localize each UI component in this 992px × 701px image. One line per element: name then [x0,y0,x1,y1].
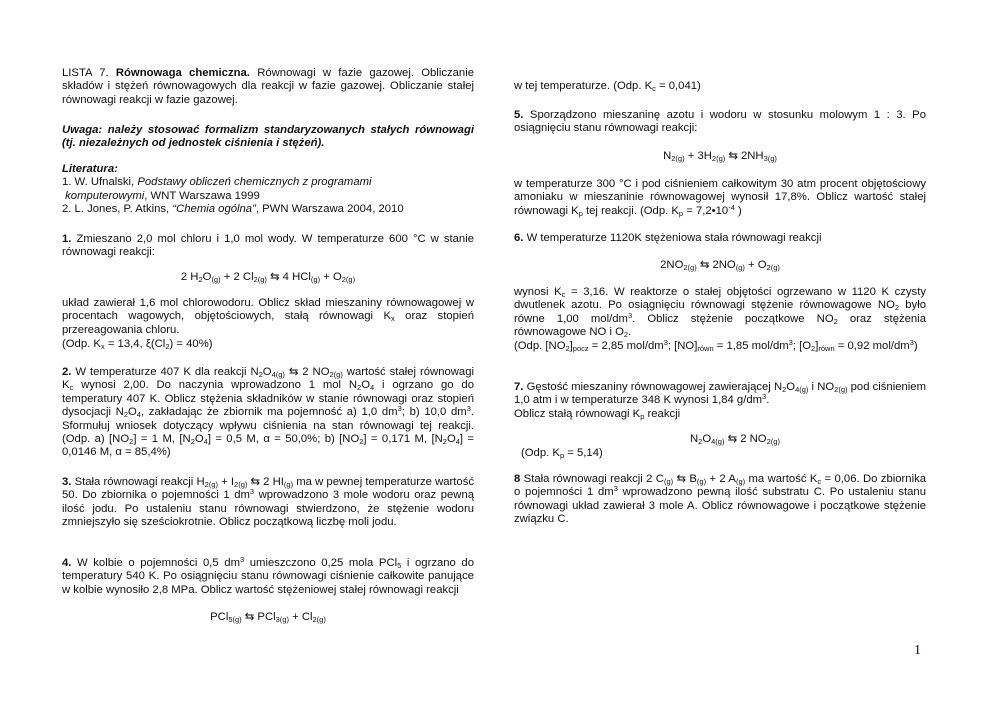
text-segment: tej reakcji. (Odp. K [582,204,679,217]
text-segment: ; [NO] [667,339,698,352]
problem-8 [514,473,926,527]
text-segment: (g) [211,275,221,284]
text-segment: 2NO [660,259,684,271]
text-segment: 2 [698,437,703,446]
text-segment: ; b) 10,0 dm [401,406,467,419]
problem-7-number: 7. [514,381,524,393]
text-segment: i NO [808,381,835,393]
text-segment: 2 [357,383,362,393]
text-segment: Stała równowagi reakcji H [74,476,205,488]
text-segment: + Cl [288,611,313,623]
text-segment: 2(g) [204,480,218,489]
text-segment: + 3H [684,150,712,162]
text-segment: 4(g) [271,370,285,379]
text-segment: . Oblicz stężenie początkowe NO [632,312,834,325]
text-segment: 3 [627,310,633,320]
text-segment: W kolbie o pojemności 0,5 dm [77,557,240,569]
text-segment: + 2 A [706,473,736,485]
text-segment: + 2 Cl [220,271,254,283]
text-segment: wprowadzono pewną ilość substratu C. Po ustaleniu stanu równowagi układ zawierał 3 mole A. Oblicz równowagowe i początkowe stężenie związku C. [514,486,926,526]
text-segment: . [766,394,770,407]
text-segment: (g) [696,477,707,486]
list-title: Równowaga chemiczna. [115,67,250,79]
text-segment: 3 [613,484,618,494]
literature-block [62,163,474,217]
text-segment: (g) [735,477,746,486]
text-segment: 2 [165,342,170,351]
text-segment: 5(g) [228,615,242,624]
text-segment: ) [913,339,918,352]
text-segment: 3 [788,337,793,347]
note-label: Uwaga: [62,124,103,136]
ref1-prefix: 1. W. Ufnalski, [62,176,135,189]
text-segment: ⇆ 2NH [725,150,764,162]
text-segment: 4 [203,437,208,447]
text-segment: 2(g) [671,154,685,163]
text-segment: Gęstość mieszaniny równowagowej zawierającej N [526,381,783,393]
list-label: LISTA 7. [62,67,109,79]
text-segment: 2 [359,437,364,447]
text-segment: układ zawierał 1,6 mol chlorowodoru. Oblicz skład mieszaniny równowagowej w procentach wagowych, objętościowych, stałą równowagi K [62,297,474,323]
text-segment: 2 [190,437,195,447]
text-segment: N [663,150,672,162]
text-segment: 4(g) [795,385,809,394]
text-segment: ] = 0,5 M, α = 50,0%; b) [NO [207,433,360,446]
problem-4-answer [514,80,926,93]
problem-1-equation [62,271,474,284]
text-segment: 2(g) [312,615,326,624]
text-segment: 4 [370,383,375,393]
text-segment: -4 [728,202,735,212]
text-segment: ] [815,339,819,352]
text-segment: (g) [310,275,321,284]
ref1-title-a: Podstawy obliczeń chemicznych z programami [137,176,372,189]
note-paragraph [62,124,474,151]
text-segment: + O [320,271,342,283]
text-segment: (g) [283,480,294,489]
problem-2 [62,366,474,460]
text-segment: 2 H [180,271,199,283]
problem-4-equation [62,611,474,624]
text-segment: 2(g) [766,263,780,272]
text-segment: ⇆ 2 NO [724,433,767,445]
text-segment: PCl [210,611,229,623]
text-segment: = 0,06. Do zbiornika o pojemności 1 dm [514,473,927,499]
text-segment: p [559,451,565,460]
text-segment: ] [569,339,573,352]
text-segment: ; [O [792,339,812,352]
text-segment: równ [818,343,835,353]
text-segment: O [446,433,456,446]
text-segment: pod ciśnieniem 1,0 atm i w temperaturze 348 K wynosi 1,84 g/dm [514,381,926,407]
text-segment: O [128,406,137,419]
problem-5-task [514,178,926,218]
text-segment: wartość stałej równowagi K [62,366,474,392]
problem-5-number: 5. [514,109,524,121]
text-segment: O [786,381,796,393]
text-segment: 2 [811,343,816,353]
intro-text: Równowagi w fazie gazowej. Obliczanie składów i stężeń równowagowych dla reakcji w fazie gazowej. Obliczanie stałej równowagi reakcji w fazie gazowej. [62,67,474,106]
problem-5 [514,109,926,136]
text-segment: W temperaturze 407 K dla reakcji N [75,366,259,378]
text-segment: 3 [239,555,245,564]
text-segment: w temperaturze 300 °C i pod ciśnieniem całkowitym 30 atm procent objętościowy amoniaku w mieszaninie równowagowej wynosił 17,8%. Oblicz wartość stałej równowagi K [514,178,926,217]
text-segment: 2(g) [253,275,267,284]
problem-3 [62,476,474,530]
text-segment: Stała równowagi reakcji 2 C [520,473,664,485]
text-segment: pocz [572,343,589,353]
text-segment: ) = 40%) [169,338,213,350]
text-segment: x [391,314,395,324]
text-segment: w tej temperaturze. (Odp. K [514,80,653,92]
text-segment: Oblicz stałą równowagi K [514,407,641,420]
text-segment: ⇆ 2 NO [284,366,330,378]
text-segment: równ [697,343,714,353]
problem-8-number: 8 [514,473,521,485]
text-segment: c [561,290,566,299]
problem-4-number: 4. [62,557,72,569]
literature-heading: Literatura: [62,163,118,175]
text-segment: ⇆ 2NO [696,259,736,271]
text-segment: 3 [249,487,255,497]
text-segment: = 2,85 mol/dm [588,339,664,352]
literature-ref-2 [62,203,474,216]
ref2-title: “Chemia ogólna” [172,203,256,216]
text-segment: ⇆ PCl [241,611,276,623]
text-segment: 2(g) [329,370,343,379]
text-segment: = 0,041) [655,80,701,92]
text-segment: 3 [909,337,914,347]
text-segment: 2 [258,370,263,379]
problem-1-text [62,233,474,260]
intro-paragraph [62,67,474,107]
text-segment: 2 [198,275,203,284]
problem-6 [514,232,926,245]
text-segment: 2(g) [683,263,697,272]
text-segment: oraz stężenia równowagowe NO i O [514,312,926,339]
text-segment: c [69,383,74,393]
ref1-title-b: komputerowymi [65,189,145,202]
text-segment: 3(g) [275,615,289,624]
problem-1-task [62,297,474,337]
text-segment: i ogrzano go do temperatury 407 K. Oblicz stężenia składników w stanie równowagi oraz stopień dysocjacji N [62,379,474,419]
text-segment: ] = 1 M, [N [133,433,191,446]
text-segment: 2(g) [234,480,248,489]
text-segment: Sporządzono mieszaninę azotu i wodoru w stosunku molowym 1 : 3. Po osiągnięciu stanu równowagi reakcji: [514,109,926,135]
text-segment: = 1,85 mol/dm [713,339,789,352]
text-segment: ⇆ 4 HCl [266,271,311,283]
text-segment: i ogrzano do temperatury 540 K. Po osiągnięciu stanu równowagi ciśnienie całkowite panujące w kolbie wynosiło 2,8 MPa. Oblicz wartość stężeniowej stałej równowagi reakcji [62,557,474,596]
text-segment: (Odp. [NO [514,339,566,352]
text-segment: = 5,14) [564,447,603,459]
text-segment: wynosi 2,00. Do naczynia wprowadzono 1 mol N [73,379,358,392]
text-segment: 4 [455,437,460,447]
text-segment: ma w pewnej temperaturze wartość 50. Do zbiornika o pojemności 1 dm [62,476,475,502]
text-segment: oraz stopień przereagowania chloru. [62,310,474,336]
text-segment: = 13,4, ξ(Cl [104,338,166,350]
text-segment: 2 [623,330,629,340]
literature-ref-1 [62,176,474,189]
text-segment: 2 [129,437,134,447]
text-segment: c [817,477,822,486]
text-segment: (Odp. K [521,447,560,459]
text-segment: 2(g) [711,154,726,163]
text-segment: O [702,433,712,445]
text-segment: + I [217,476,235,488]
problem-7 [514,381,926,421]
problem-6-task [514,286,926,353]
text-segment: (g) [663,477,674,486]
text-segment: ⇆ 2 HI [247,476,284,488]
text-segment: O [202,271,212,283]
text-segment: 2 [565,343,570,353]
text-segment: ⇆ B [673,473,697,485]
text-segment: = 7,2•10 [683,204,729,217]
text-segment: 2 [123,410,128,420]
text-segment: W temperaturze 1120K stężeniowa stała równowagi reakcji [526,232,822,244]
text-segment: 3 [762,392,767,402]
text-segment: reakcji [644,407,681,420]
text-segment: ma wartość K [745,473,818,485]
problem-6-equation [514,259,926,272]
text-segment: 2(g) [766,437,780,446]
text-segment: wynosi K [514,286,562,298]
text-segment: . [628,326,632,339]
problem-1-answer [62,338,474,351]
ref1-suffix: , WNT Warszawa 1999 [144,189,260,202]
problem-4 [62,557,474,597]
problem-7-equation [690,433,780,446]
text-segment: było równe 1,00 mol/dm [514,299,926,325]
text-segment: 2(g) [341,275,356,284]
text-segment: 5 [397,561,402,570]
text-segment: = 3,16. W reaktorze o stałej objętości ogrzewano w 1120 K czysty dwutlenek azotu. Po osiągnięciu równowagi stężenie równowagowe NO [514,286,926,312]
text-segment: 3 [466,404,471,414]
literature-ref-1-cont [62,190,474,203]
text-segment: . Sformułuj wniosek dotyczący wpływu ciśnienia na stan równowagi tej reakcji. (Odp. a) [NO [62,406,474,446]
ref2-suffix: , PWN Warszawa 2004, 2010 [255,203,404,216]
text-segment: x [100,342,105,351]
text-segment: 4 [136,410,141,420]
problem-2-number: 2. [62,366,72,378]
text-segment: (g) [735,263,745,272]
text-segment: 4(g) [711,437,725,446]
text-segment: p [640,411,645,421]
text-segment: 3(g) [763,154,777,163]
text-segment: c [652,84,656,93]
text-segment: O [361,379,370,392]
text-segment: O [262,366,272,378]
text-segment: , zakładając że zbiornik ma pojemność a) 1,0 dm [140,406,398,419]
text-segment: (Odp. K [62,338,101,350]
text-segment: = 0,92 mol/dm [834,339,910,352]
problem-1-number: 1. [62,233,72,245]
text-segment: 2 [442,437,447,447]
page-number: 1 [914,643,921,658]
problem-7-answer [521,447,926,460]
text-segment: 2(g) [834,385,848,394]
text-segment: 2 [833,316,838,326]
text-segment: wprowadzono 3 mole wodoru oraz pewną ilość jodu. Po ustaleniu stanu równowagi stwierdzono, że stężenie wodoru zmniejszyło się sześciokrotnie. Oblicz początkową liczbę moli jodu. [62,489,475,529]
text-segment: 2 [894,303,900,313]
text-segment: 3 [663,337,668,347]
text-segment: 2 [782,385,787,394]
text-segment: 3 [397,404,402,414]
note-text: należy stosować formalizm standaryzowanych stałych równowagi (tj. niezależnych od jednostek ciśnienia i stężeń). [62,124,474,150]
text-segment: ] = 0,171 M, [N [363,433,443,446]
text-segment: O [194,433,204,446]
problem-6-number: 6. [514,232,524,244]
text-segment: umieszczono 0,25 mola PCl [244,557,398,569]
problem-5-equation [514,150,926,163]
problem-1-intro: Zmieszano 2,0 mol chloru i 1,0 mol wody. W temperaturze 600 °C w stanie równowagi reakcji: [62,233,474,259]
text-segment: N [690,433,699,445]
text-segment: p [678,208,684,218]
text-segment: + O [744,259,767,271]
text-segment: ) [734,204,742,217]
text-segment: ] = 0,0146 M, α = 85,4%) [62,433,475,459]
ref2-prefix: 2. L. Jones, P. Atkins, [62,203,170,216]
text-segment: p [578,208,583,218]
problem-3-number: 3. [62,476,72,488]
